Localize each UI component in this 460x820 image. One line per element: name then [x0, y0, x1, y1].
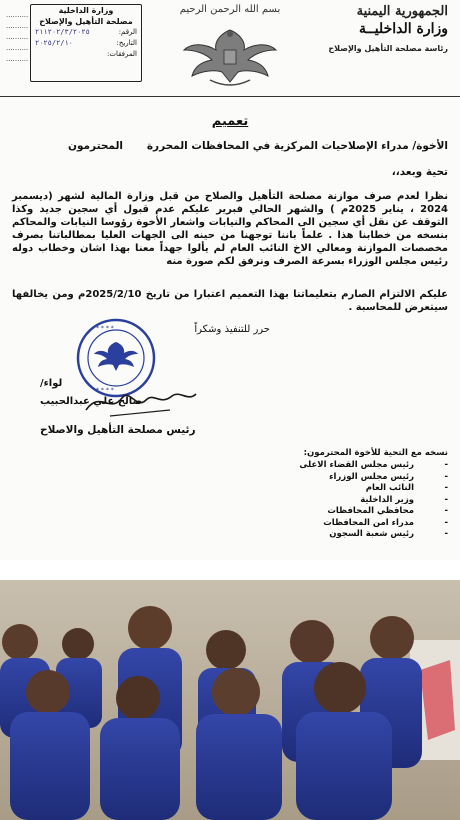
stamp-attach-label: المرفقات: [107, 50, 137, 58]
greeting: تحية وبعد،، [391, 166, 448, 178]
copy-recipient: - محافظي المحافظات [248, 506, 448, 518]
copy-recipient: - مدراء امن المحافظات [248, 518, 448, 530]
body-paragraph-2: عليكم الالتزام الصارم بتعليماتنا بهذا التعميم اعتبارا من تاريخ 2025/2/10م ومن يخالفها سيتعرض للمحاسبة . [12, 289, 448, 313]
reference-stamp-box [30, 4, 142, 82]
copy-recipient: - رئيس شعبة السجون [248, 529, 448, 541]
stamp-date-label: التاريخ: [116, 39, 137, 47]
stamp-ref-value: ٢١١٢٠٢/٣/٢٠٢٥ [35, 28, 90, 36]
ministry-header [308, 4, 448, 53]
closing-line: حرر للتنفيذ وشكراً [194, 324, 270, 335]
header-divider [0, 96, 460, 97]
copy-recipient: - وزير الداخلية [248, 495, 448, 507]
svg-text:* * * *: * * * * [96, 387, 114, 394]
addressee: الأخوة/ مدراء الإصلاحيات المركزية في المحافظات المحررة [146, 140, 448, 152]
copy-recipient: - النائب العام [248, 483, 448, 495]
letter-title: تعميم [211, 114, 249, 129]
ministry-name: وزارة الداخليــة [359, 21, 448, 37]
country-name: الجمهورية اليمنية [356, 4, 448, 19]
signer-rank: لواء/ [40, 378, 63, 389]
department-name: رئاسة مصلحة التأهيل والإصلاح [328, 44, 448, 53]
honorific: المحترمون [68, 140, 124, 152]
form-dots: .......... .......... .......... .......... .......... [6, 11, 29, 63]
basmala: بسم الله الرحمن الرحيم [179, 4, 281, 15]
signer-title: رئيس مصلحة التأهيل والاصلاح [40, 424, 196, 436]
stamp-ministry: وزارة الداخلية [58, 6, 114, 15]
addressee-line [8, 140, 448, 152]
stamp-ref-label: الرقم: [118, 28, 137, 36]
signer-name: صالح علي عبدالحبيب [40, 396, 143, 407]
stamp-date-row [31, 38, 141, 49]
stamp-department: مصلحة التأهيل والإصلاح [39, 17, 133, 26]
copies-items [248, 460, 448, 541]
svg-text:* * * *: * * * * [96, 325, 114, 332]
prisoners-photo [0, 580, 460, 820]
copy-recipient: - رئيس مجلس الوزراء [248, 472, 448, 484]
copies-list [248, 448, 448, 541]
copies-heading: نسخه مع التحية للأخوة المحترمون: [303, 448, 448, 458]
stamp-ref-row [31, 27, 141, 38]
stamp-date-value: ٢٠٢٥/٢/١٠ [35, 39, 73, 47]
stamp-attach-row [31, 49, 141, 60]
copy-recipient: - رئيس مجلس القضاء الاعلى [248, 460, 448, 472]
body-paragraph-1: نظرا لعدم صرف موازنة مصلحة التأهيل والصلاح من قبل وزارة المالية لشهر (ديسمبر 2024 ، يناير 2025م ) والشهر الحالي فبرير عليكم عدم قبول أي سجين جديد وكذا التوقف عن نقل أي سجين الى المحاكم والنيابات واشعار الأخوة رؤوسا النيابات والمحاكم بنسخه من خطابنا هذا . علماً باننا توجهنا من حينه الى الجهات العليا بمطالباتنا بصرف مخصصات الموازنة ومعالي الاخ النائب العام لم يألوا جهداً معنا بهذا اشان وخطاب دوله رئيس مجلس الوزراء بسرعة الصرف ونرفق لكم صورة منه [12, 191, 448, 267]
eagle-emblem-icon [170, 20, 290, 90]
